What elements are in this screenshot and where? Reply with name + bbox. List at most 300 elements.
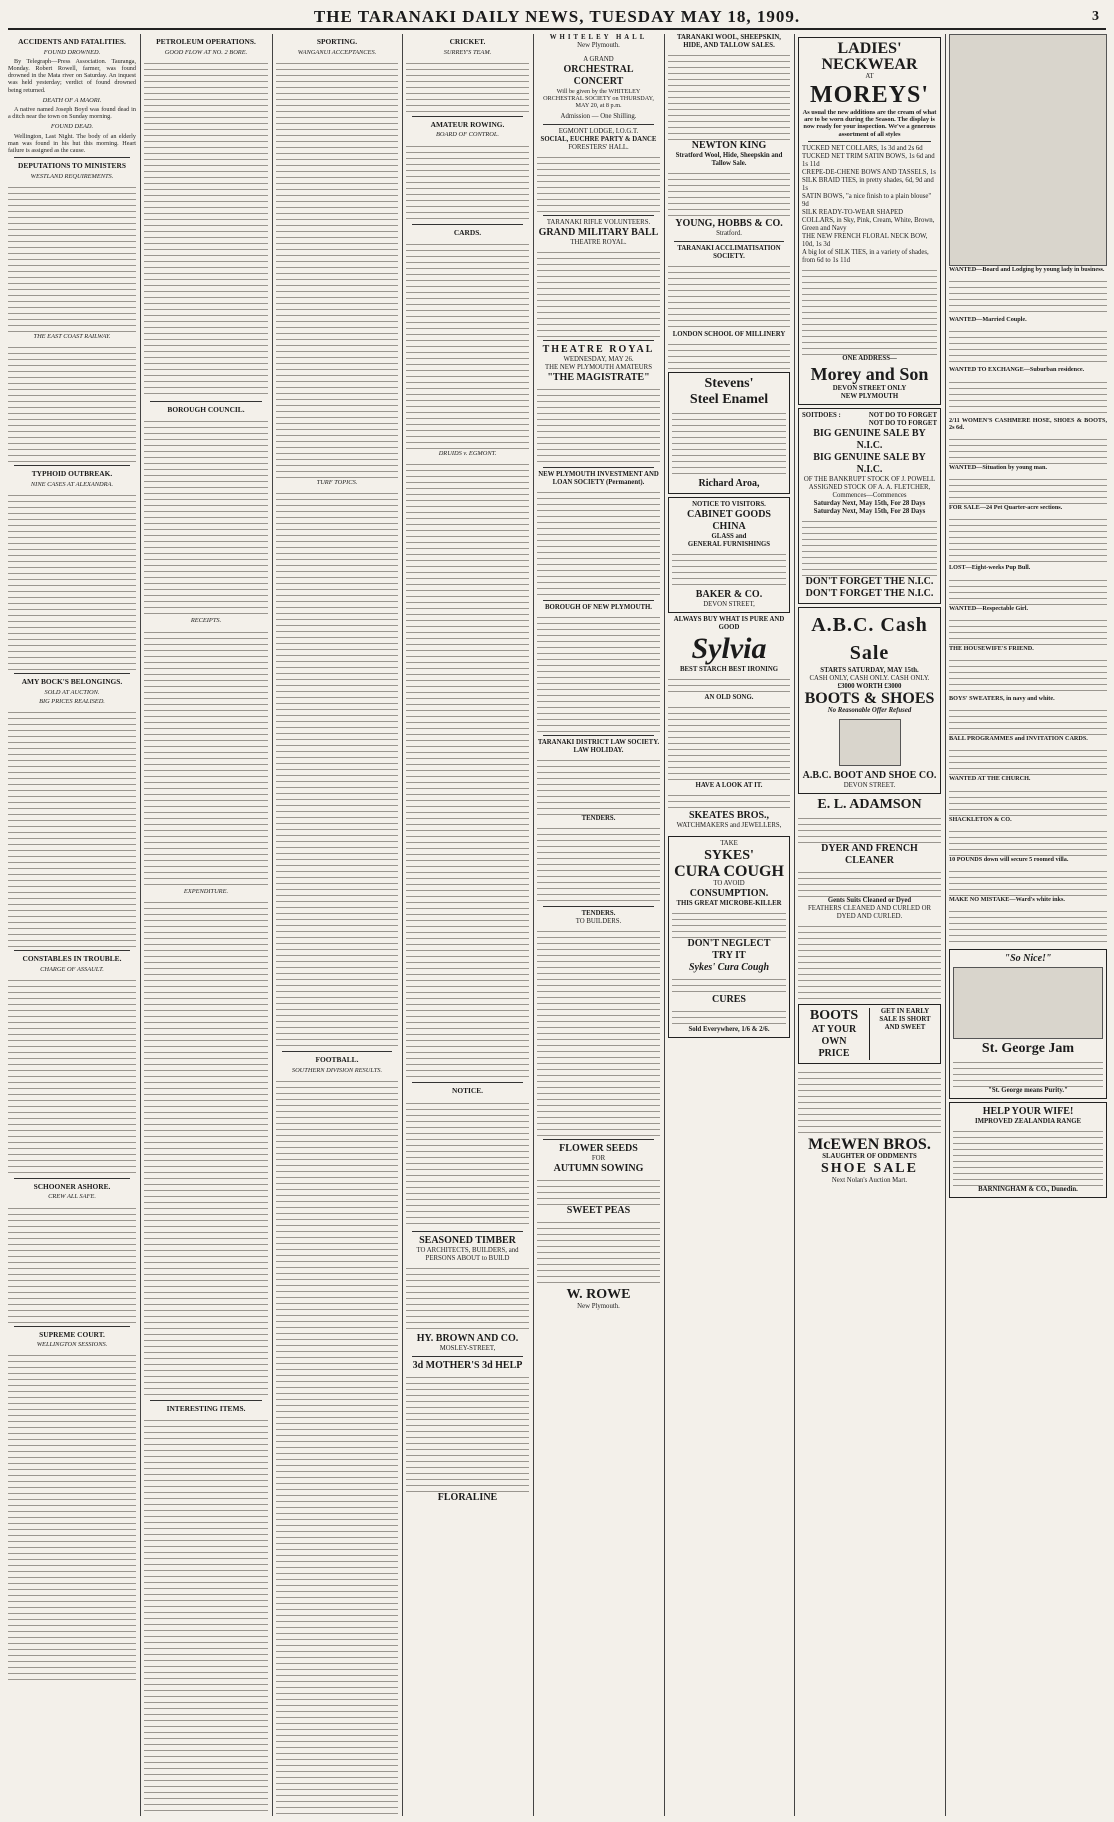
classified-text xyxy=(949,514,1107,564)
classified-heading: SHACKLETON & CO. xyxy=(949,815,1012,823)
column-8 xyxy=(949,34,1107,1816)
heading-schooner: SCHOONER ASHORE. xyxy=(33,1181,111,1191)
moreys-intro: As usual the new additions are the cream of what are to be worn during the Season. The display is now ready for your inspection. We've a generous assortment of all styles xyxy=(802,109,937,138)
divider xyxy=(543,735,654,736)
heading-cards: CARDS. xyxy=(453,227,482,237)
mcewen-bros: McEWEN BROS. xyxy=(808,1135,931,1153)
classified-text xyxy=(949,866,1107,896)
moreys-item: SILK BRAID TIES, in pretty shades, 6d, 9d and 1s xyxy=(802,176,934,192)
moreys-ad xyxy=(798,37,941,405)
column-7 xyxy=(798,34,941,1816)
moreys-item: SILK READY-TO-WEAR SHAPED COLLARS, in Sky, Pink, Cream, White, Brown, Green and Navy xyxy=(802,208,935,232)
microbe-killer: THIS GREAT MICROBE-KILLER xyxy=(676,900,782,907)
sweet-peas: SWEET PEAS xyxy=(566,1204,631,1216)
shoe-sale: SHOE SALE xyxy=(821,1160,918,1176)
children-illustration xyxy=(953,967,1103,1039)
abc-no-offer: No Reasonable Offer Refused xyxy=(827,706,912,714)
stevens-ad xyxy=(668,372,790,494)
ad-body-text xyxy=(668,168,790,218)
receipts-table xyxy=(144,627,268,887)
article-body-text xyxy=(8,1350,136,1680)
ad-body-text xyxy=(537,755,660,815)
cabinet-goods: CABINET GOODS xyxy=(686,509,771,520)
boot-illustration xyxy=(839,719,901,766)
soitdoes: SOITDOES : xyxy=(802,411,841,419)
whiteley-location: New Plymouth. xyxy=(577,42,620,49)
old-song: AN OLD SONG. xyxy=(704,694,754,701)
ad-body-text xyxy=(537,1217,660,1287)
heading-deputations: DEPUTATIONS TO MINISTERS xyxy=(18,161,126,171)
ad-body-text xyxy=(668,702,790,782)
article-body-text xyxy=(406,58,529,113)
subheading-surrey: SURREY'S TEAM. xyxy=(443,48,492,56)
ad-body-text xyxy=(537,612,660,732)
heading-amateur-rowing: AMATEUR ROWING. xyxy=(430,119,505,129)
ad-body-text xyxy=(668,50,790,140)
divider xyxy=(543,1139,654,1140)
abc-cash-only: CASH ONLY, CASH ONLY. CASH ONLY. xyxy=(809,674,930,682)
have-look: HAVE A LOOK AT IT. xyxy=(695,782,763,789)
article-text: Wellington, Last Night. The body of an elderly man was found in his hut this morning. Heart failure is assigned as the cause. xyxy=(8,132,136,155)
investment-society: NEW PLYMOUTH INVESTMENT AND LOAN SOCIETY (Permanent). xyxy=(538,470,659,486)
notice-text xyxy=(406,1098,529,1228)
glass: GLASS and xyxy=(711,533,747,540)
classified-text xyxy=(949,615,1107,645)
help-wife: HELP YOUR WIFE! xyxy=(982,1106,1074,1118)
divider xyxy=(412,1356,523,1357)
masthead-title: THE TARANAKI DAILY NEWS, TUESDAY MAY 18, 1909. xyxy=(313,7,801,26)
dont-neglect: DON'T NEGLECT xyxy=(687,938,771,949)
at-your: AT YOUR xyxy=(811,1023,857,1035)
the-magistrate: "THE MAGISTRATE" xyxy=(547,371,650,383)
classified-heading: WANTED AT THE CHURCH. xyxy=(949,775,1031,783)
law-holiday: TARANAKI DISTRICT LAW SOCIETY. LAW HOLIDAY. xyxy=(537,738,660,754)
ad-body-text xyxy=(537,247,660,337)
hy-brown-street: MOSLEY-STREET, xyxy=(439,1344,496,1352)
assigned-stock: ASSIGNED STOCK OF A. A. FLETCHER, xyxy=(808,483,931,491)
ad-body-text xyxy=(406,1263,529,1333)
take: TAKE xyxy=(720,840,738,847)
subheading-board-control: BOARD OF CONTROL. xyxy=(435,131,500,139)
st-george-jam: St. George Jam xyxy=(981,1041,1075,1057)
column-rule xyxy=(272,34,273,1816)
article-body-text xyxy=(276,488,398,1048)
improved-range: IMPROVED ZEALANDIA RANGE xyxy=(974,1118,1082,1126)
classified-heading: WANTED—Board and Lodging by young lady in business. xyxy=(949,266,1105,273)
moreys-item: THE NEW FRENCH FLORAL NECK BOW, 10d, 1s 3d xyxy=(802,232,928,248)
heading-typhoid: TYPHOID OUTBREAK. xyxy=(31,469,113,479)
sylvia-logo: Sylvia xyxy=(691,632,767,665)
subheading-southern-division: SOUTHERN DIVISION RESULTS. xyxy=(291,1066,383,1074)
abc-starts: STARTS SATURDAY, MAY 15th. xyxy=(820,666,919,674)
young-hobbs: YOUNG, HOBBS & CO. xyxy=(675,218,783,229)
classified-text xyxy=(949,474,1107,504)
heading-interesting-items: INTERESTING ITEMS. xyxy=(166,1403,246,1413)
classified-heading: MAKE NO MISTAKE—Ward's white inks. xyxy=(949,896,1065,904)
abc-boot-shoe-co: A.B.C. BOOT AND SHOE CO. xyxy=(802,769,937,781)
theatre-royal-2: THEATRE ROYAL xyxy=(542,343,655,355)
ad-body-text xyxy=(798,813,941,843)
lady-illustration xyxy=(949,34,1107,266)
classified-heading: BALL PROGRAMMES and INVITATION CARDS. xyxy=(949,735,1088,743)
divider xyxy=(543,215,654,216)
divider xyxy=(412,116,523,117)
consumption: CONSUMPTION. xyxy=(689,888,769,899)
nic-sale-ad xyxy=(798,408,941,604)
sykes: SYKES' xyxy=(704,848,754,863)
divider xyxy=(282,1051,392,1052)
divider xyxy=(808,141,931,142)
heading-supreme-court: SUPREME COURT. xyxy=(39,1329,105,1339)
subheading-turf-topics: TURF TOPICS. xyxy=(316,478,358,486)
always-buy: ALWAYS BUY WHAT IS PURE AND GOOD xyxy=(673,616,785,631)
get-early: GET IN EARLY xyxy=(880,1007,930,1015)
mothers-help-heading: 3d MOTHER'S 3d HELP xyxy=(412,1359,523,1371)
ad-body-text xyxy=(672,908,786,938)
heading-constables: CONSTABLES IN TROUBLE. xyxy=(22,954,122,964)
classified-heading: 2/11 WOMEN'S CASHMERE HOSE, SHOES & BOOTS, 2s 6d. xyxy=(949,416,1107,431)
ad-body-text xyxy=(672,408,786,478)
boots-own-price-ad xyxy=(798,1004,941,1064)
classified-heading: 10 POUNDS down will secure 5 roomed villa. xyxy=(949,855,1069,863)
devon-street-only: DEVON STREET ONLY xyxy=(832,384,907,392)
skeates-sub: WATCHMAKERS and JEWELLERS, xyxy=(676,822,782,829)
richard-aroa: Richard Aroa, xyxy=(698,478,760,489)
ad-body-text xyxy=(537,823,660,903)
classified-text xyxy=(949,745,1107,775)
divider xyxy=(14,1326,130,1327)
classified-text xyxy=(949,786,1107,816)
ad-body-text xyxy=(953,1057,1103,1087)
heading-sporting: SPORTING. xyxy=(316,37,358,46)
ad-body-text xyxy=(672,549,786,589)
classified-text xyxy=(949,655,1107,695)
subheading-wanganui: WANGANUI ACCEPTANCES. xyxy=(297,48,377,56)
column-rule xyxy=(533,34,534,1816)
column-rule xyxy=(402,34,403,1816)
subheading-east-coast: THE EAST COAST RAILWAY. xyxy=(33,333,111,341)
abc-devon: DEVON STREET. xyxy=(843,781,896,789)
heading-accidents: ACCIDENTS AND FATALITIES. xyxy=(18,37,126,46)
ad-body-text xyxy=(537,926,660,1136)
price-word: PRICE xyxy=(818,1047,850,1059)
heading-petroleum: PETROLEUM OPERATIONS. xyxy=(156,37,256,46)
ad-body-text xyxy=(668,674,790,694)
masthead xyxy=(8,6,1106,30)
subheading-found-dead: FOUND DEAD. xyxy=(50,123,94,131)
baker-co: BAKER & CO. xyxy=(695,589,763,600)
ladies-neckwear: LADIES' NECKWEAR xyxy=(821,40,918,73)
column-rule xyxy=(945,34,946,1816)
skeates: SKEATES BROS., xyxy=(688,810,770,821)
heading-cricket: CRICKET. xyxy=(449,37,486,46)
moreys-name: MOREYS' xyxy=(809,82,929,108)
classified-text xyxy=(949,906,1107,946)
furnishings: GENERAL FURNISHINGS xyxy=(687,541,771,548)
moreys-item: TUCKED NET COLLARS, 1s 3d and 2s 6d xyxy=(802,144,923,152)
floraline-name: FLORALINE xyxy=(437,1491,498,1503)
abc-worth: £3000 WORTH £3000 xyxy=(837,682,902,690)
visitors-ad xyxy=(668,497,790,613)
classified-heading: BOYS' SWEATERS, in navy and white. xyxy=(949,695,1055,703)
amateurs: THE NEW PLYMOUTH AMATEURS xyxy=(544,363,652,371)
divider xyxy=(674,241,784,242)
subheading-druids: DRUIDS v. EGMONT. xyxy=(438,450,497,458)
at-word: AT xyxy=(865,73,874,80)
classified-text xyxy=(949,705,1107,735)
ad-body-text xyxy=(537,152,660,212)
subheading-crew-safe: CREW ALL SAFE. xyxy=(48,1193,96,1201)
classified-heading: WANTED—Situation by young man. xyxy=(949,464,1047,472)
theatre-date: WEDNESDAY, MAY 26. xyxy=(563,355,634,363)
so-nice: "So Nice!" xyxy=(1004,953,1052,965)
divider xyxy=(543,340,654,341)
own-word: OWN xyxy=(821,1035,847,1047)
article-body-text xyxy=(406,459,529,1079)
classified-text xyxy=(949,826,1107,856)
column-1 xyxy=(8,34,136,1816)
ad-body-text xyxy=(537,384,660,464)
column-3 xyxy=(276,34,398,1816)
article-body-text xyxy=(276,1076,398,1816)
dyer-cleaner: DYER AND FRENCH CLEANER xyxy=(821,842,918,866)
column-rule xyxy=(664,34,665,1816)
article-body-text xyxy=(8,707,136,947)
sykes-price: Sold Everywhere, 1/6 & 2/6. xyxy=(688,1026,770,1033)
classified-heading: LOST—Eight-weeks Pup Bull. xyxy=(949,564,1031,572)
next-nolans: Next Nolan's Auction Mart. xyxy=(831,1176,908,1184)
ad-body-text xyxy=(537,1175,660,1205)
ad-body-text xyxy=(668,790,790,810)
divider xyxy=(412,224,523,225)
china: CHINA xyxy=(712,521,746,532)
article-body-text xyxy=(276,58,398,478)
divider xyxy=(543,124,654,125)
baker-street: DEVON STREET, xyxy=(703,601,755,608)
article-body-text xyxy=(144,416,268,616)
autumn-sowing: AUTUMN SOWING xyxy=(553,1162,644,1174)
slaughter: SLAUGHTER OF ODDMENTS xyxy=(822,1152,917,1160)
ad-body-text xyxy=(668,339,790,369)
notice-visitors: NOTICE TO VISITORS. xyxy=(692,501,766,508)
article-body-text xyxy=(8,182,136,332)
divider xyxy=(14,673,130,674)
divider xyxy=(150,401,262,402)
divider xyxy=(543,467,654,468)
best-starch: BEST STARCH BEST IRONING xyxy=(679,666,779,673)
gents-suits: Gents Suits Cleaned or Dyed xyxy=(827,896,912,904)
tenders-builders: TO BUILDERS. xyxy=(575,917,622,925)
millinery: LONDON SCHOOL OF MILLINERY xyxy=(672,331,786,338)
tenders-1: TENDERS. xyxy=(581,814,616,822)
abc-boots-shoes: BOOTS & SHOES xyxy=(804,689,935,707)
sykes-cura-2: Sykes' Cura Cough xyxy=(688,962,770,973)
moreys-np: NEW PLYMOUTH xyxy=(840,392,899,400)
feathers: FEATHERS CLEANED AND CURLED OR DYED AND CURLED. xyxy=(807,904,932,920)
divider xyxy=(543,600,654,601)
classified-text xyxy=(949,434,1107,464)
article-text: By Telegraph—Press Association. Tauranga, Monday. Robert Rowell, farmer, was found drowned in the Mata river on Saturday. An inquest was held yesterday; verdict of found drowned being returned. xyxy=(8,57,136,94)
divider xyxy=(14,157,130,158)
classified-text xyxy=(949,276,1107,316)
article-body-text xyxy=(8,342,136,462)
divider xyxy=(150,1400,262,1401)
steel-enamel: Steel Enamel xyxy=(689,392,769,407)
divider xyxy=(14,1178,130,1179)
zealandia-ad xyxy=(949,1102,1107,1198)
tenders-2: TENDERS. xyxy=(581,909,616,917)
concert-grand: A GRAND xyxy=(583,56,614,63)
subheading-good-flow: GOOD FLOW AT NO. 2 BORE. xyxy=(164,48,248,56)
divider xyxy=(412,1231,523,1232)
to-avoid: TO AVOID xyxy=(713,880,745,887)
ad-body-text xyxy=(798,867,941,897)
divider xyxy=(14,950,130,951)
subheading-big-prices: BIG PRICES REALISED. xyxy=(39,697,105,705)
ad-body-text xyxy=(406,1372,529,1492)
newton-king-sub: Stratford Wool, Hide, Sheepskin and Tallow Sale. xyxy=(675,152,783,167)
try-it: TRY IT xyxy=(712,950,746,961)
acclimatisation: TARANAKI ACCLIMATISATION SOCIETY. xyxy=(677,245,781,260)
moreys-item: A big lot of SILK TIES, in a variety of shades, from 6d to 1s 11d xyxy=(802,248,929,264)
st-george-ad xyxy=(949,949,1107,1099)
classified-heading: WANTED TO EXCHANGE—Suburban residence. xyxy=(949,366,1085,374)
ad-body-text xyxy=(668,261,790,331)
whiteley-hall: WHITELEY HALL xyxy=(549,34,648,41)
column-5 xyxy=(537,34,660,1816)
morey-and-son: Morey and Son xyxy=(810,363,929,384)
young-hobbs-sub: Stratford. xyxy=(716,230,742,237)
saturday-1: Saturday Next, May 15th, For 28 Days xyxy=(813,499,926,507)
w-rowe-location: New Plymouth. xyxy=(577,1302,620,1310)
classified-text xyxy=(949,575,1107,605)
dont-forget-2: DON'T FORGET THE N.I.C. xyxy=(805,587,934,599)
article-body-text xyxy=(8,490,136,670)
bankrupt-stock: OF THE BANKRUPT STOCK OF J. POWELL xyxy=(803,475,936,483)
sale-short: SALE IS SHORT AND SWEET xyxy=(879,1015,931,1031)
stevens-name: Stevens' xyxy=(704,376,754,391)
subheading-westland: WESTLAND REQUIREMENTS. xyxy=(30,172,114,180)
boots-right xyxy=(870,1008,937,1060)
hy-brown-name: HY. BROWN AND CO. xyxy=(416,1332,519,1344)
classified-text xyxy=(949,377,1107,417)
article-body-text xyxy=(406,239,529,449)
ad-body-text xyxy=(802,265,937,355)
article-body-text xyxy=(144,1415,268,1816)
divider xyxy=(543,906,654,907)
expenditure-table xyxy=(144,897,268,1397)
wool-sales-heading: TARANAKI WOOL, SHEEPSKIN, HIDE, AND TALLOW SALES. xyxy=(677,34,781,49)
borough-np: BOROUGH OF NEW PLYMOUTH. xyxy=(545,603,652,611)
st-george-purity: "St. George means Purity." xyxy=(988,1087,1068,1095)
cura-cough: CURA COUGH xyxy=(674,863,784,880)
seasoned-timber-heading: SEASONED TIMBER xyxy=(419,1234,516,1246)
heading-amy-bock: AMY BOCK'S BELONGINGS. xyxy=(21,677,123,687)
article-body-text xyxy=(406,141,529,221)
moreys-item: CREPE-DE-CHENE BOWS AND TASSELS, 1s xyxy=(802,168,936,176)
ad-body-text xyxy=(672,974,786,994)
classified-heading: WANTED—Respectable Girl. xyxy=(949,604,1029,612)
abc-ad xyxy=(798,607,941,794)
concert-orchestral: ORCHESTRAL xyxy=(563,64,634,75)
subheading-auction: SOLD AT AUCTION. xyxy=(44,688,100,696)
heading-notice: NOTICE. xyxy=(451,1086,483,1096)
subheading-receipts: RECEIPTS. xyxy=(190,617,222,625)
commences: Commences—Commences xyxy=(832,491,907,499)
not-forget: NOT DO TO FORGET xyxy=(868,411,937,419)
article-text: A native named Joseph Boyd was found dead in a ditch near the town on Sunday morning. xyxy=(8,106,136,121)
ad-body-text xyxy=(537,487,660,597)
egmont-lodge: EGMONT LODGE, I.O.G.T. xyxy=(558,127,639,135)
heading-football: FOOTBALL. xyxy=(315,1055,359,1064)
heading-borough-council: BOROUGH COUNCIL. xyxy=(167,404,245,414)
flower-seeds: FLOWER SEEDS xyxy=(559,1142,638,1154)
column-6 xyxy=(668,34,790,1816)
barningham: BARNINGHAM & CO., Dunedin. xyxy=(978,1186,1078,1194)
concert-admission: Admission — One Shilling. xyxy=(560,112,637,120)
price-list xyxy=(798,921,941,1001)
concert-title: CONCERT xyxy=(573,76,624,87)
boots-word: BOOTS xyxy=(809,1007,859,1023)
article-body-text xyxy=(8,1203,136,1323)
saturday-2: Saturday Next, May 15th, For 28 Days xyxy=(813,507,926,515)
article-body-text xyxy=(144,58,268,398)
big-genuine-1: BIG GENUINE SALE BY N.I.C. xyxy=(813,427,926,451)
subheading-death-maori: DEATH OF A MAORI. xyxy=(42,96,102,104)
subheading-found-drowned: FOUND DROWNED. xyxy=(43,48,101,56)
column-2 xyxy=(144,34,268,1816)
theatre-royal-1: THEATRE ROYAL. xyxy=(570,238,627,246)
subheading-expenditure: EXPENDITURE. xyxy=(183,887,229,895)
classified-heading: THE HOUSEWIFE'S FRIEND. xyxy=(949,644,1034,652)
column-rule xyxy=(794,34,795,1816)
w-rowe: W. ROWE xyxy=(566,1286,631,1302)
subheading-wellington-sessions: WELLINGTON SESSIONS. xyxy=(36,1341,108,1349)
rifle-volunteers: TARANAKI RIFLE VOLUNTEERS. xyxy=(546,218,651,226)
subheading-alexandra: NINE CASES AT ALEXANDRA. xyxy=(30,480,114,488)
page-number: 3 xyxy=(1092,9,1100,24)
one-address: ONE ADDRESS— xyxy=(842,354,897,362)
moreys-item: SATIN BOWS, "a nice finish to a plain blouse" 9d xyxy=(802,192,932,208)
column-4 xyxy=(406,34,529,1816)
column-rule xyxy=(140,34,141,1816)
divider xyxy=(412,1082,523,1083)
adamson-name: E. L. ADAMSON xyxy=(817,796,922,812)
ad-body-text xyxy=(802,516,937,576)
classified-text xyxy=(949,326,1107,366)
moreys-item: TUCKED NET TRIM SATIN BOWS, 1s 6d and 1s 11d xyxy=(802,152,935,168)
classified-heading: WANTED—Married Couple. xyxy=(949,316,1027,324)
nic-row-1 xyxy=(802,412,937,420)
big-genuine-2: BIG GENUINE SALE BY N.I.C. xyxy=(813,451,926,475)
subheading-assault: CHARGE OF ASSAULT. xyxy=(40,965,104,973)
newton-king: NEWTON KING xyxy=(691,140,767,151)
dont-forget-1: DON'T FORGET THE N.I.C. xyxy=(805,575,934,587)
for-word: FOR xyxy=(591,1154,606,1162)
classified-heading: FOR SALE—24 Pet Quarter-acre sections. xyxy=(949,504,1063,512)
boots-left xyxy=(802,1008,870,1060)
military-ball: GRAND MILITARY BALL xyxy=(538,226,659,238)
abc-cash-sale: A.B.C. Cash Sale xyxy=(811,613,928,664)
article-body-text xyxy=(8,975,136,1175)
ad-body-text xyxy=(672,1006,786,1026)
ad-body-text xyxy=(798,1067,941,1137)
social-euchre: SOCIAL, EUCHRE PARTY & DANCE xyxy=(540,135,657,143)
cures: CURES xyxy=(712,994,746,1005)
seasoned-timber-sub: TO ARCHITECTS, BUILDERS, and PERSONS ABOUT to BUILD xyxy=(416,1246,519,1262)
concert-details: Will be given by the WHITELEY ORCHESTRAL SOCIETY on THURSDAY, MAY 20, at 8 p.m. xyxy=(543,88,654,110)
foresters-hall: FORESTERS' HALL. xyxy=(568,143,629,151)
